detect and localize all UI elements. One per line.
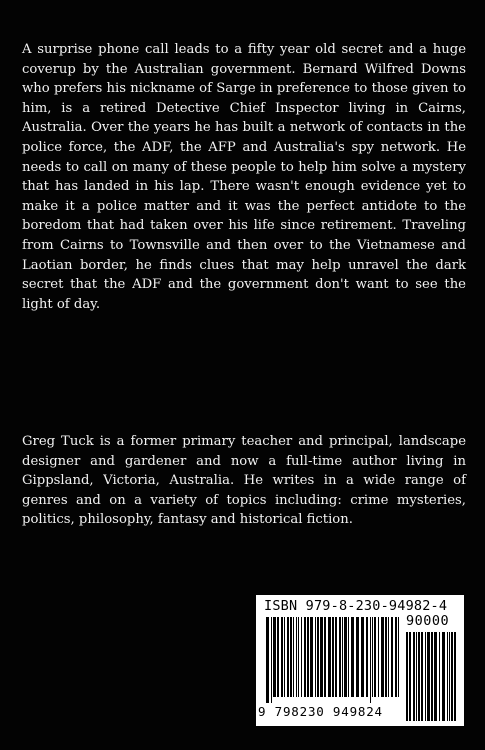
barcode-bar	[342, 617, 343, 697]
barcode-bar	[339, 617, 341, 697]
barcode-bar	[284, 617, 285, 697]
isbn-barcode	[256, 595, 464, 726]
barcode-bar	[418, 632, 420, 721]
barcode-bar	[442, 632, 445, 721]
barcode-bar	[372, 617, 373, 697]
barcode-bar	[421, 632, 423, 721]
price-code: 90000	[406, 613, 450, 629]
barcode-bar	[447, 632, 448, 721]
ean13-bars	[266, 617, 402, 703]
barcode-bar	[381, 617, 384, 697]
barcode-bar	[324, 617, 326, 697]
price-addon-bars	[406, 632, 456, 721]
barcode-bar	[434, 632, 437, 721]
author-bio-text: Greg Tuck is a former primary teacher and principal, landscape designer and gardener and now a full-time author living in Gippsland, Victoria, Australia. He writes in a wide range of genres and on a variety of topics including: crime mysteries, politics, philosophy, fantasy and historical fiction.	[22, 434, 466, 528]
barcode-bar	[320, 617, 323, 697]
barcode-bar	[317, 617, 319, 697]
barcode-bar	[328, 617, 331, 697]
barcode-bar	[427, 632, 430, 721]
barcode-bar	[301, 617, 302, 697]
barcode-bar	[304, 617, 306, 697]
barcode-bar	[439, 632, 440, 721]
barcode-bar	[271, 617, 272, 703]
barcode-bar	[451, 632, 453, 721]
isbn-label: ISBN 979-8-230-94982-4	[264, 598, 448, 614]
barcode-bar	[409, 632, 411, 721]
barcode-bar	[351, 617, 354, 697]
barcode-bar	[344, 617, 347, 697]
barcode-bar	[348, 617, 349, 697]
barcode-bar	[413, 632, 415, 721]
barcode-bar	[310, 617, 313, 697]
barcode-bar	[385, 617, 387, 697]
barcode-bar	[406, 632, 408, 721]
barcode-bar	[315, 617, 316, 697]
barcode-bar	[287, 617, 289, 697]
barcode-bar	[356, 617, 359, 697]
barcode-bar	[391, 617, 393, 697]
barcode-bar	[361, 617, 364, 697]
barcode-bar	[266, 617, 269, 703]
barcode-bar	[298, 617, 299, 697]
barcode-bar	[449, 632, 450, 721]
barcode-bar	[335, 617, 337, 697]
barcode-bar	[425, 632, 426, 721]
barcode-bar	[290, 617, 292, 697]
barcode-bar	[281, 617, 283, 697]
barcode-bar	[378, 617, 379, 697]
barcode-bar	[454, 632, 456, 721]
barcode-bar	[307, 617, 309, 697]
barcode-bar	[374, 617, 376, 697]
barcode-bar	[332, 617, 334, 697]
barcode-bar	[398, 617, 399, 697]
barcode-bar	[395, 617, 397, 697]
barcode-bar	[431, 632, 433, 721]
barcode-bar	[416, 632, 417, 721]
barcode-bar	[366, 617, 368, 697]
barcode-bar	[293, 617, 294, 697]
barcode-bar	[277, 617, 279, 697]
barcode-digits: 9 798230 949824	[258, 704, 383, 719]
barcode-bar	[388, 617, 389, 697]
barcode-bar	[273, 617, 276, 697]
synopsis-text: A surprise phone call leads to a fifty year old secret and a huge coverup by the Australian government. Bernard Wilfred Downs who prefers his nickname of Sarge in preference to those given to him, is a retired Detective Chief Inspector living in Cairns, Australia. Over the years he has built a network of contacts in the police force, the ADF, the AFP and Australia's spy network. He needs to call on many of these people to help him solve a mystery that has landed in his lap. There wasn't enough evidence yet to make it a police matter and it was the perfect antidote to the boredom that had taken over his life since retirement. Traveling from Cairns to Townsville and then over to the Vietnamese and Laotian border, he finds clues that may help unravel the dark secret that the ADF and the government don't want to see the light of day.	[22, 42, 466, 312]
barcode-bar	[296, 617, 297, 697]
barcode-bar	[370, 617, 371, 703]
